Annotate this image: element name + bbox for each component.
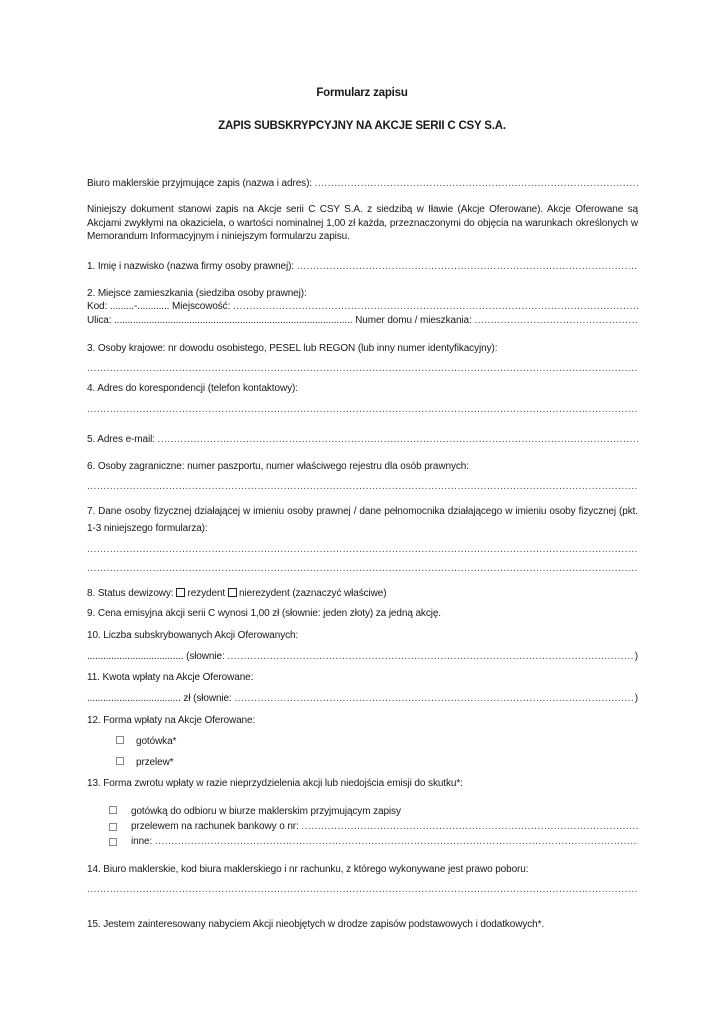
field-13-opt-2[interactable] (109, 820, 638, 833)
nierezydent-checkbox[interactable] (228, 588, 237, 597)
field-8-status (87, 587, 638, 600)
field-12-label: 12. Forma wpłaty na Akcje Oferowane: (87, 715, 256, 726)
field-10-close: ) (634, 651, 638, 662)
field-7-line-1[interactable] (87, 543, 638, 556)
field-11-line[interactable] (87, 692, 638, 705)
rezydent-label: rezydent (187, 588, 226, 599)
field-4-line[interactable] (87, 403, 638, 416)
field-10-count: .................................... (słownie: (87, 651, 225, 662)
field-11-amount: ................................... zł (słownie: (87, 693, 232, 704)
refund-cash-label: gotówką do odbioru w biurze maklerskim przyjmującym zapisy (131, 806, 401, 817)
field-10-label: 10. Liczba subskrybowanych Akcji Oferowanych: (87, 630, 299, 641)
field-2-label: 2. Miejsce zamieszkania (siedziba osoby prawnej): (87, 288, 307, 299)
field-13-opt-1[interactable] (109, 805, 638, 818)
field-6-line[interactable] (87, 480, 638, 493)
field-2-ulica[interactable] (87, 314, 638, 327)
field-7-label: 7. Dane osoby fizycznej działającej w imieniu osoby prawnej / dane pełnomocnika działającego w imieniu osoby fizycznej (pkt. 1-3 niniejszego formularza): (87, 506, 638, 534)
cash-label: gotówka* (136, 736, 177, 747)
field-14-line[interactable] (87, 883, 638, 896)
field-4-label: 4. Adres do korespondencji (telefon kontaktowy): (87, 383, 298, 394)
transfer-label: przelew* (136, 757, 174, 768)
field-11-label: 11. Kwota wpłaty na Akcje Oferowane: (87, 672, 254, 683)
field-6-label: 6. Osoby zagraniczne: numer paszportu, numer właściwego rejestru dla osób prawnych: (87, 461, 469, 472)
field-2-kod[interactable] (87, 300, 638, 313)
biuro-label: Biuro maklerskie przyjmujące zapis (nazwa i adres): (87, 178, 312, 189)
field-10-line[interactable] (87, 650, 638, 663)
field-14-label: 14. Biuro maklerskie, kod biura maklerskiego i nr rachunku, z którego wykonywane jest prawo poboru: (87, 864, 529, 875)
field-5-email[interactable] (87, 433, 638, 446)
field-1-label: 1. Imię i nazwisko (nazwa firmy osoby prawnej): (87, 261, 295, 272)
biuro-field[interactable] (87, 177, 638, 190)
refund-cash-checkbox[interactable] (109, 806, 117, 814)
refund-transfer-label: przelewem na rachunek bankowy o nr: (131, 821, 299, 832)
transfer-checkbox[interactable] (116, 757, 124, 765)
intro-paragraph: Niniejszy dokument stanowi zapis na Akcje serii C CSY S.A. z siedzibą w Iławie (Akcje Oferowane). Akcje Oferowane są Akcjami zwykłymi na okaziciela, o wartości nominalnej 1,00 zł każda, przeznaczonymi do objęcia na warunkach określonych w Memorandum Informacyjnym i niniejszym formularzu zapisu. (87, 204, 638, 242)
field-9-price: 9. Cena emisyjna akcji serii C wynosi 1,00 zł (słownie: jeden złoty) za jedną akcję. (87, 608, 441, 619)
kod-label: Kod: .........-............ Miejscowość: (87, 301, 231, 312)
field-7-line-2[interactable] (87, 562, 638, 575)
field-11-close: ) (634, 693, 638, 704)
refund-other-label: inne: (131, 836, 153, 847)
field-1-name[interactable] (87, 260, 638, 273)
field-3-line[interactable] (87, 362, 638, 375)
field-5-label: 5. Adres e-mail: (87, 434, 155, 445)
field-15-statement: 15. Jestem zainteresowany nabyciem Akcji nieobjętych w drodze zapisów podstawowych i dodatkowych*. (87, 919, 545, 930)
field-8-label: 8. Status dewizowy: (87, 588, 174, 599)
form-subtitle: ZAPIS SUBSKRYPCYJNY NA AKCJE SERII C CSY S.A. (218, 120, 506, 132)
field-3-label: 3. Osoby krajowe: nr dowodu osobistego, PESEL lub REGON (lub inny numer identyfikacyjny): (87, 343, 498, 354)
rezydent-checkbox[interactable] (176, 588, 185, 597)
nierezydent-label: nierezydent (zaznaczyć właściwe) (239, 588, 387, 599)
cash-checkbox[interactable] (116, 736, 124, 744)
ulica-label: Ulica: ......................................................................................... Numer domu / mieszkania: (87, 315, 472, 326)
field-13-opt-3[interactable] (109, 835, 638, 848)
refund-other-checkbox[interactable] (109, 838, 117, 846)
field-12-opt-cash[interactable] (116, 735, 516, 748)
field-12-opt-transfer[interactable] (116, 756, 516, 769)
field-13-label: 13. Forma zwrotu wpłaty w razie nieprzydzielenia akcji lub niedojścia emisji do skutku*: (87, 778, 463, 789)
refund-transfer-checkbox[interactable] (109, 823, 117, 831)
form-title: Formularz zapisu (316, 87, 408, 99)
